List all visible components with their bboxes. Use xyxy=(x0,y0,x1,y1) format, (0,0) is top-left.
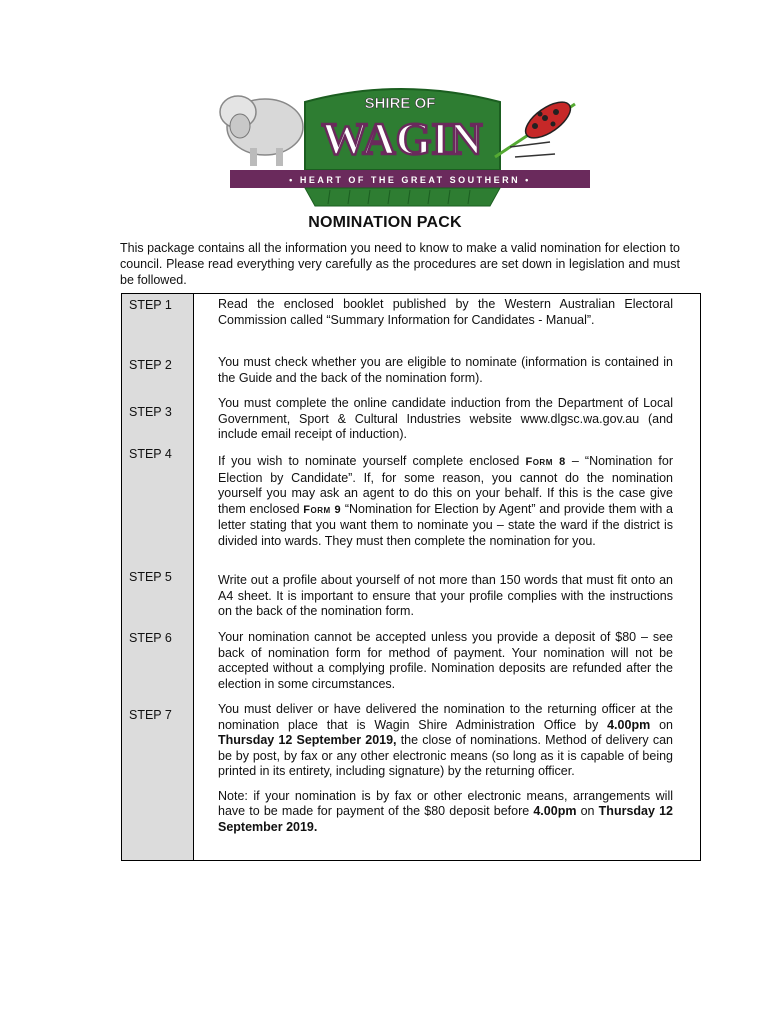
step-text: Your nomination cannot be accepted unless you provide a deposit of $80 – see back of nomination form for method of payment. Your nomination will not be accepted without a complying profile. Nomination deposits are refunded after the election in some circumstances. xyxy=(218,630,673,691)
intro-paragraph: This package contains all the information you need to know to make a valid nomination for election to council. Please read everything very carefully as the procedures are set down in legislation and must be followed. xyxy=(120,241,680,287)
logo-top-text: SHIRE OF xyxy=(364,95,436,112)
steps-table xyxy=(121,293,701,861)
step-label: STEP 6 xyxy=(129,631,172,645)
step-7-body: You must deliver or have delivered the nomination to the returning officer at the nomination place that is Wagin Shire Administration Office by 4.00pm on Thursday 12 September 2019, the close of nominations. Method of delivery can be by post, by fax or any other electronic means (so long as it is capable of being printed in its entirety, including signature) by the returning officer. xyxy=(218,702,673,778)
shire-of-wagin-logo xyxy=(210,82,590,208)
logo-tagline: • HEART OF THE GREAT SOUTHERN • xyxy=(289,175,531,185)
step-label: STEP 2 xyxy=(129,358,172,372)
step-text xyxy=(218,702,673,835)
step-label: STEP 5 xyxy=(129,570,172,584)
form-9-ref: Form 9 xyxy=(303,503,342,516)
page-title: NOMINATION PACK xyxy=(308,214,462,231)
step-text: Read the enclosed booklet published by the Western Australian Electoral Commission called “Summary Information for Candidates - Manual”. xyxy=(218,297,673,327)
step-text: You must check whether you are eligible to nominate (information is contained in the Guide and the back of the nomination form). xyxy=(218,355,673,385)
bottlebrush-flower xyxy=(495,95,576,157)
step-label: STEP 3 xyxy=(129,405,172,419)
step-7-note: Note: if your nomination is by fax or other electronic means, arrangements will have to be made for payment of the $80 deposit before 4.00pm on Thursday 12 September 2019. xyxy=(218,788,673,834)
step-label: STEP 4 xyxy=(129,447,172,461)
step-label: STEP 1 xyxy=(129,298,172,312)
step-text: If you wish to nominate yourself complete enclosed Form 8 – “Nomination for Election by Candidate”. If, for some reason, you cannot do the nomination yourself you may ask an agent to do this on your behalf. If this is the case give them enclosed Form 9 “Nomination for Election by Agent” and provide them with a letter stating that you want them to nominate you – state the ward if the district is divided into wards. They must then complete the nomination for you. xyxy=(218,454,674,548)
step-label: STEP 7 xyxy=(129,708,172,722)
logo-name: WAGIN xyxy=(321,113,483,164)
form-8-ref: Form 8 xyxy=(525,456,566,468)
sheep-illustration xyxy=(220,96,303,166)
step-text: Write out a profile about yourself of not more than 150 words that must fit onto an A4 sheet. It is important to ensure that your profile complies with the instructions on the back of the nomination form. xyxy=(218,573,673,618)
step-text: You must complete the online candidate induction from the Department of Local Government, Sport & Cultural Industries website www.dlgsc.wa.gov.au (and include email receipt of induction). xyxy=(218,396,673,441)
